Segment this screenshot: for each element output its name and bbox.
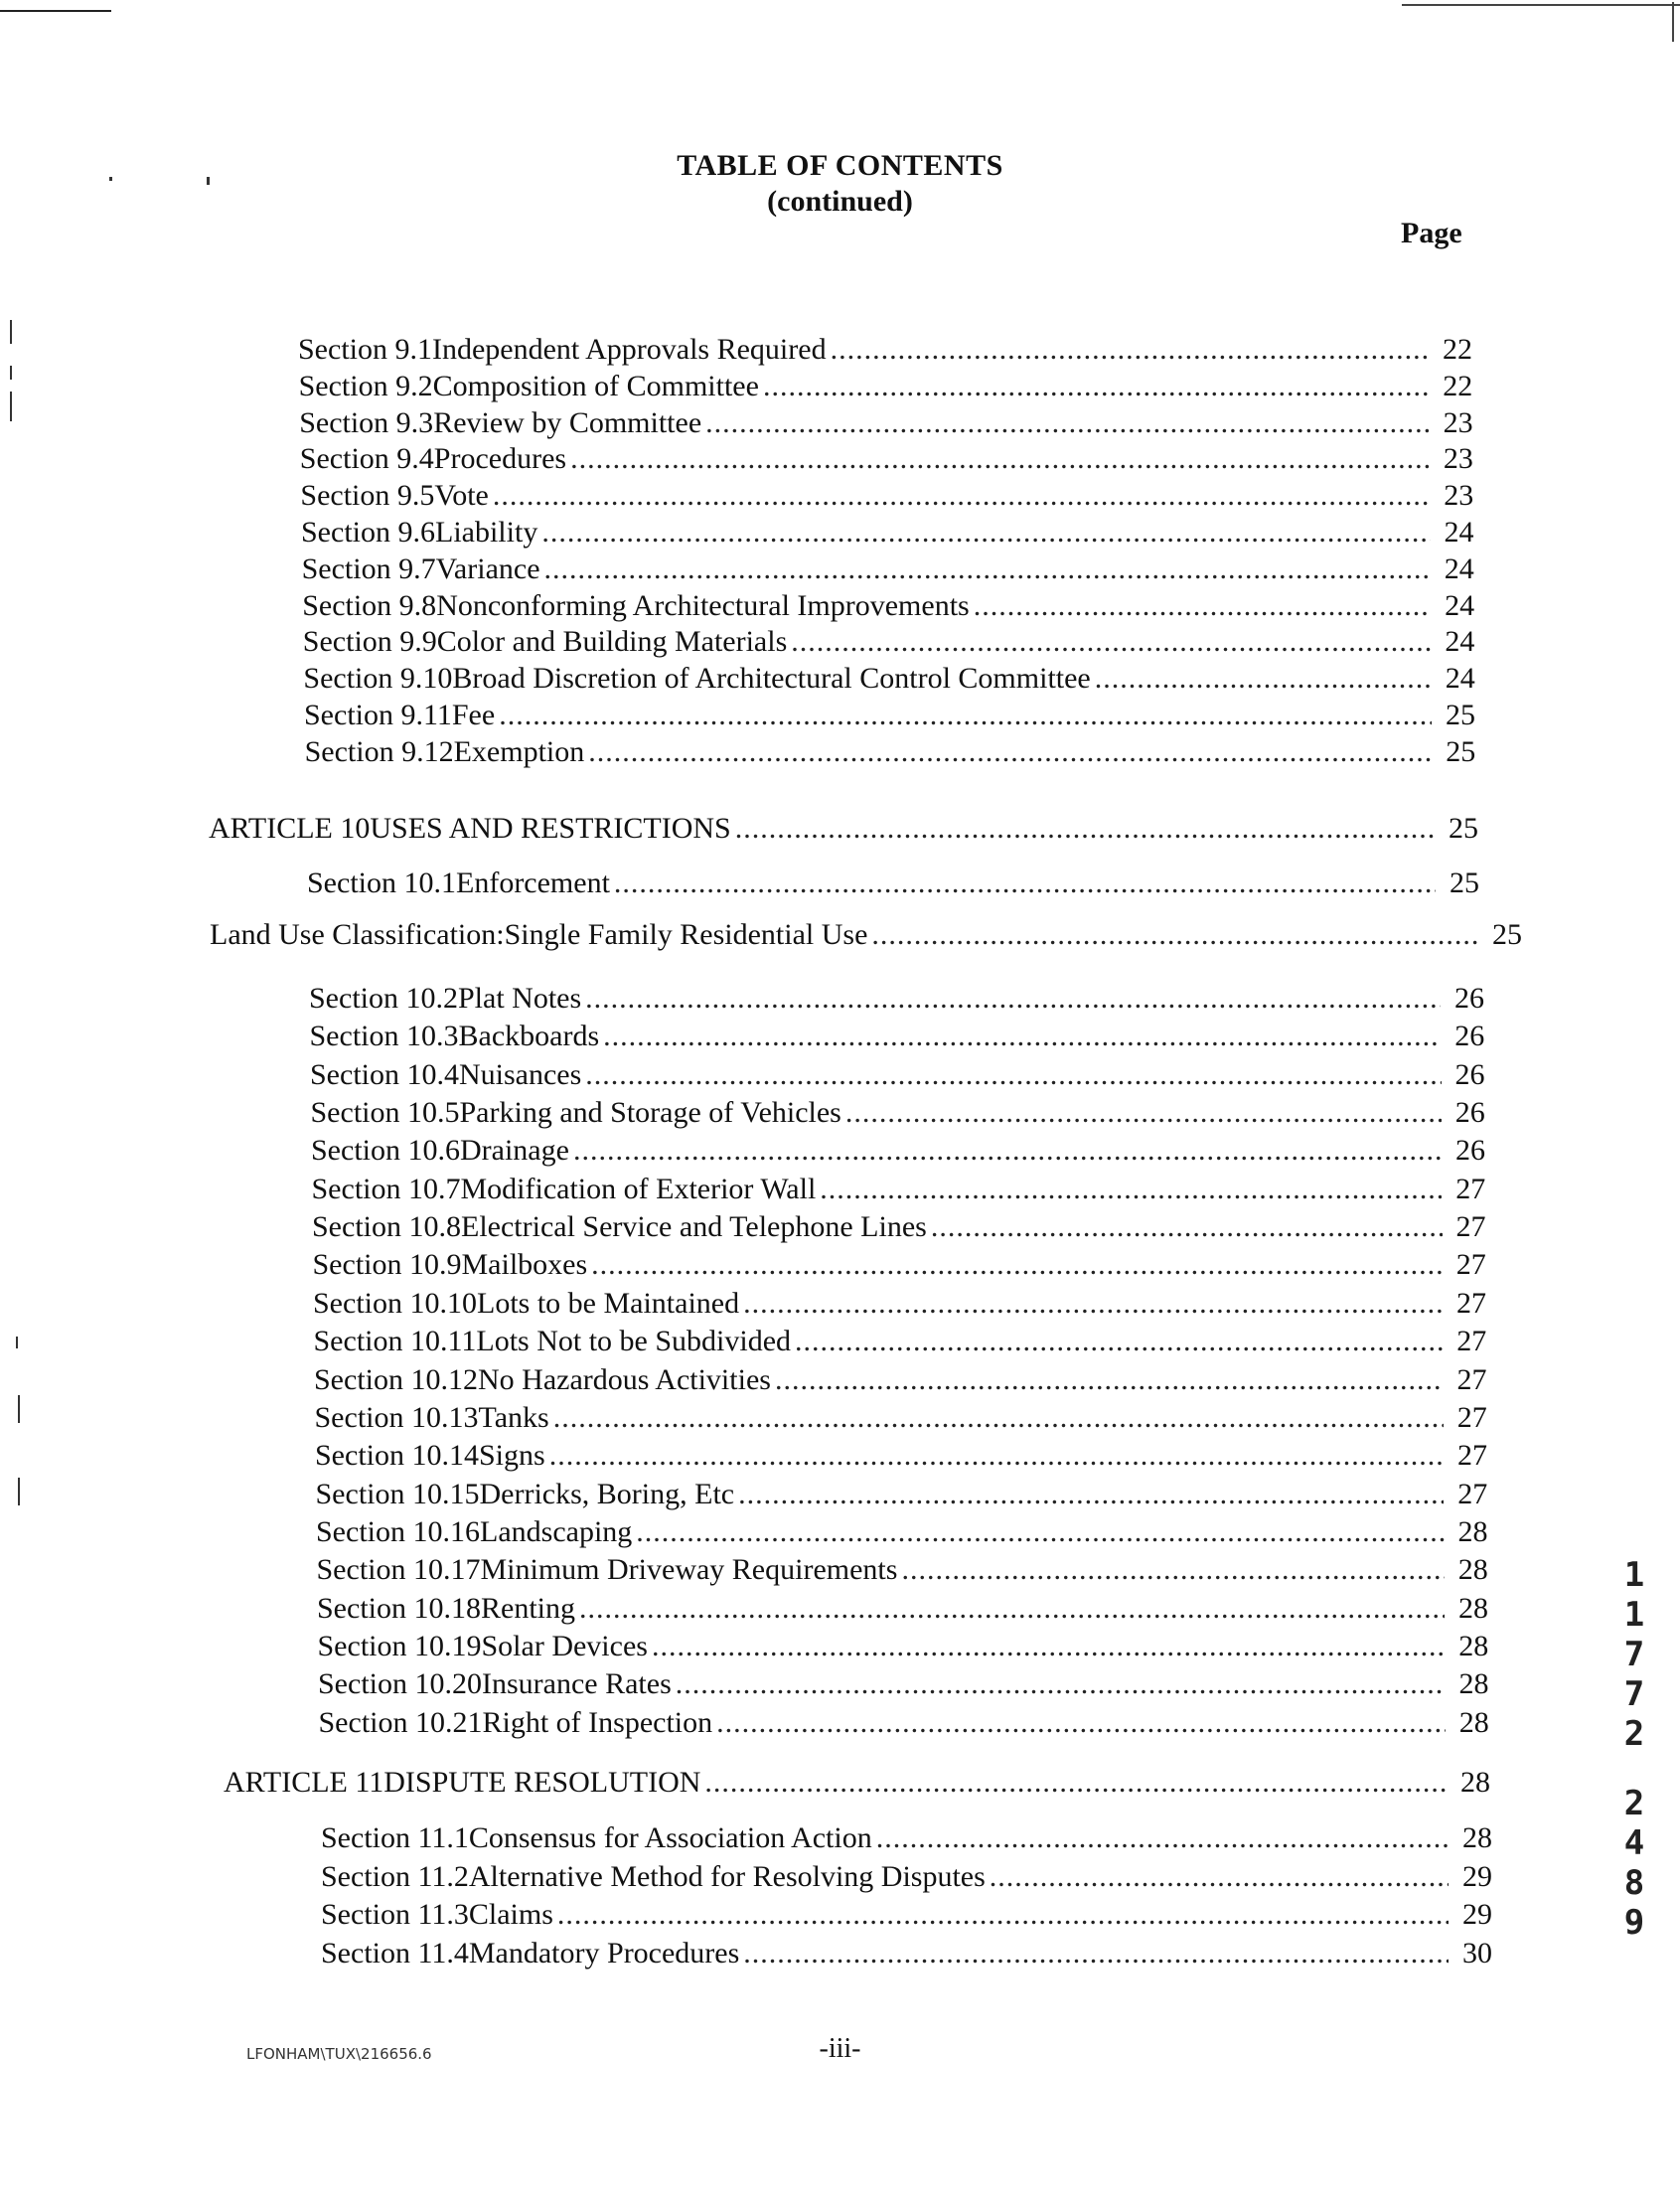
toc-entry-title: Insurance Rates bbox=[482, 1667, 672, 1701]
toc-entry-title: Landscaping bbox=[480, 1514, 633, 1548]
toc-entry-page: 23 bbox=[1443, 442, 1473, 476]
toc-entry-title: Right of Inspection bbox=[482, 1705, 713, 1739]
dot-leader bbox=[876, 1821, 1449, 1855]
toc-entry-title: Review by Committee bbox=[433, 405, 702, 439]
toc-entry-title: Drainage bbox=[460, 1134, 569, 1168]
toc-entry-page: 29 bbox=[1462, 1898, 1492, 1931]
toc-section-row bbox=[298, 333, 1472, 371]
toc-entry-number: Section 10.15 bbox=[315, 1477, 480, 1510]
stamp-digit: 7 bbox=[1623, 1635, 1645, 1674]
toc-entry-title: Derricks, Boring, Etc bbox=[479, 1477, 735, 1510]
toc-section-row bbox=[310, 1020, 1485, 1057]
dot-leader bbox=[705, 406, 1429, 440]
toc-entry-page: 27 bbox=[1457, 1439, 1487, 1473]
toc-entry-number: Land Use Classification: bbox=[210, 918, 505, 951]
toc-entry-title: Vote bbox=[434, 479, 489, 513]
toc-article-row bbox=[224, 1766, 1490, 1804]
toc-entry-number: Section 10.13 bbox=[314, 1400, 479, 1434]
toc-entry-page: 26 bbox=[1454, 1057, 1485, 1091]
toc-entry-page: 24 bbox=[1445, 662, 1475, 696]
dot-leader bbox=[775, 1363, 1444, 1397]
toc-section-row bbox=[305, 735, 1476, 773]
toc-section-row bbox=[311, 1134, 1485, 1172]
toc-section-row bbox=[318, 1630, 1489, 1667]
toc-entry-page: 28 bbox=[1458, 1705, 1489, 1739]
toc-section-row bbox=[317, 1553, 1488, 1591]
toc-entry-number: Section 10.20 bbox=[318, 1667, 482, 1701]
toc-entry-title: Lots to be Maintained bbox=[477, 1286, 740, 1320]
dot-leader bbox=[901, 1553, 1444, 1587]
dot-leader bbox=[541, 516, 1430, 550]
toc-entry-page: 25 bbox=[1446, 734, 1476, 768]
toc-entry-title: Lots Not to be Subdivided bbox=[476, 1325, 792, 1358]
toc-entry-page: 26 bbox=[1455, 1134, 1485, 1168]
toc-section-row bbox=[311, 1096, 1485, 1134]
stamp-digit: 1 bbox=[1623, 1595, 1645, 1635]
toc-section-row bbox=[304, 699, 1475, 736]
toc-entry-number: Section 10.14 bbox=[315, 1439, 479, 1473]
toc-entry-number: Section 9.11 bbox=[304, 699, 452, 731]
toc-entry-page: 27 bbox=[1455, 1248, 1486, 1282]
toc-entry-title: Procedures bbox=[433, 442, 567, 476]
toc-section-row bbox=[310, 1058, 1485, 1096]
toc-entry-title: No Hazardous Activities bbox=[478, 1362, 771, 1396]
toc-entry-number: Section 10.19 bbox=[317, 1629, 482, 1662]
dot-leader bbox=[990, 1860, 1449, 1894]
toc-section-row bbox=[314, 1325, 1487, 1362]
toc-entry-title: Broad Discretion of Architectural Control Committee bbox=[452, 662, 1091, 696]
toc-entry-title: Backboards bbox=[458, 1020, 600, 1053]
dot-leader bbox=[591, 1248, 1443, 1282]
toc-entry-title: Parking and Storage of Vehicles bbox=[459, 1096, 841, 1130]
toc-entry-number: Section 9.8 bbox=[302, 588, 437, 622]
toc-entry-title: Claims bbox=[468, 1898, 553, 1931]
stamp-digit: 1 bbox=[1623, 1555, 1645, 1595]
toc-section-row bbox=[321, 1898, 1492, 1936]
dot-leader bbox=[585, 982, 1441, 1016]
dot-leader bbox=[716, 1706, 1446, 1740]
dot-leader bbox=[553, 1401, 1444, 1435]
toc-entry-number: ARTICLE 10 bbox=[209, 812, 371, 845]
dot-leader bbox=[743, 1937, 1449, 1971]
toc-entry-page: 29 bbox=[1462, 1859, 1492, 1893]
toc-entry-number: Section 10.8 bbox=[312, 1210, 461, 1244]
toc-entry-page: 23 bbox=[1443, 405, 1473, 439]
toc-entry-title: Signs bbox=[479, 1439, 545, 1473]
toc-entry-number: Section 10.1 bbox=[307, 867, 456, 899]
toc-entry-number: Section 10.2 bbox=[309, 982, 458, 1015]
toc-entry-number: Section 10.16 bbox=[316, 1514, 480, 1548]
dot-leader bbox=[588, 735, 1432, 769]
toc-entry-number: Section 10.9 bbox=[312, 1248, 462, 1282]
toc-section-row bbox=[321, 1937, 1492, 1974]
toc-entry-title: Plat Notes bbox=[458, 982, 582, 1015]
toc-entry-page: 25 bbox=[1492, 918, 1522, 951]
stamp-digit: 8 bbox=[1623, 1863, 1645, 1903]
toc-entry-number: Section 10.4 bbox=[310, 1057, 459, 1091]
toc-section-row bbox=[303, 625, 1475, 663]
toc-entry-page: 28 bbox=[1458, 1591, 1488, 1625]
toc-entry-title: USES AND RESTRICTIONS bbox=[370, 812, 731, 845]
dot-leader bbox=[652, 1630, 1445, 1663]
toc-entry-title: Color and Building Materials bbox=[436, 625, 788, 659]
toc-entry-number: Section 11.1 bbox=[321, 1821, 469, 1854]
toc-entry-number: Section 9.1 bbox=[298, 333, 432, 366]
margin-stamp bbox=[1614, 1555, 1654, 1943]
toc-entry-page: 28 bbox=[1458, 1667, 1489, 1701]
dot-leader bbox=[831, 333, 1429, 367]
stamp-digit: 4 bbox=[1623, 1823, 1645, 1863]
toc-section-row bbox=[321, 1860, 1492, 1898]
toc-entry-title: Liability bbox=[435, 516, 538, 549]
toc-section-row bbox=[299, 370, 1473, 407]
dot-leader bbox=[931, 1210, 1443, 1244]
toc-entry-number: Section 9.7 bbox=[301, 552, 436, 585]
dot-leader bbox=[738, 1478, 1444, 1511]
toc-entry-number: Section 11.3 bbox=[321, 1898, 469, 1931]
dot-leader bbox=[499, 699, 1432, 732]
toc-entry-number: Section 10.21 bbox=[318, 1705, 483, 1739]
toc-entry-page: 27 bbox=[1456, 1362, 1487, 1396]
dot-leader bbox=[743, 1287, 1443, 1321]
dot-leader bbox=[549, 1439, 1444, 1473]
toc-entry-page: 27 bbox=[1455, 1210, 1486, 1244]
page-number: -iii- bbox=[819, 2033, 861, 2064]
toc-entry-title: Renting bbox=[481, 1591, 575, 1625]
toc-entry-page: 27 bbox=[1455, 1172, 1486, 1205]
toc-entry-page: 27 bbox=[1456, 1325, 1487, 1358]
toc-entry-title: Solar Devices bbox=[481, 1629, 648, 1662]
toc-entry-number: Section 9.9 bbox=[302, 625, 437, 659]
toc-entry-number: Section 9.4 bbox=[299, 442, 434, 476]
toc-section-row bbox=[318, 1667, 1489, 1705]
toc-entry-page: 22 bbox=[1443, 369, 1473, 402]
toc-entry-number: Section 9.3 bbox=[299, 405, 434, 439]
toc-entry-page: 28 bbox=[1462, 1821, 1492, 1854]
toc-entry-number: Section 9.5 bbox=[300, 479, 435, 513]
toc-entry-number: Section 11.2 bbox=[321, 1859, 469, 1893]
stamp-digit: 7 bbox=[1623, 1674, 1645, 1714]
toc-section-row bbox=[307, 867, 1479, 904]
toc-entry-number: Section 10.5 bbox=[310, 1096, 460, 1130]
toc-entry-page: 25 bbox=[1446, 699, 1475, 731]
stamp-digit: 2 bbox=[1623, 1784, 1645, 1823]
toc-article-row bbox=[209, 812, 1478, 850]
toc-entry-title: Composition of Committee bbox=[432, 369, 759, 402]
toc-section-row bbox=[302, 552, 1474, 590]
toc-entry-page: 28 bbox=[1458, 1629, 1489, 1662]
document-id: LFONHAM\TUX\216656.6 bbox=[246, 2045, 432, 2063]
toc-entry-title: Alternative Method for Resolving Disputes bbox=[468, 1859, 986, 1893]
toc-entry-title: Mandatory Procedures bbox=[468, 1936, 740, 1970]
toc-entry-title: Modification of Exterior Wall bbox=[460, 1172, 817, 1205]
toc-entry-number: Section 10.17 bbox=[316, 1553, 481, 1587]
stamp-digit: 9 bbox=[1623, 1903, 1645, 1943]
toc-entry-page: 27 bbox=[1457, 1477, 1488, 1510]
page-title: TABLE OF CONTENTS bbox=[677, 149, 1003, 182]
toc-section-row bbox=[300, 479, 1473, 517]
toc-entry-title: Tanks bbox=[478, 1400, 549, 1434]
toc-entry-title: Nonconforming Architectural Improvements bbox=[436, 588, 970, 622]
page-column-label: Page bbox=[1401, 217, 1462, 249]
toc-entry-page: 28 bbox=[1457, 1553, 1488, 1587]
toc-section-row bbox=[300, 442, 1473, 480]
dot-leader bbox=[493, 479, 1430, 513]
toc-entry-title: Minimum Driveway Requirements bbox=[480, 1553, 898, 1587]
toc-entry-number: Section 9.12 bbox=[304, 734, 454, 768]
toc-entry-number: ARTICLE 11 bbox=[224, 1766, 384, 1799]
toc-entry-title: Nuisances bbox=[459, 1057, 582, 1091]
toc-entry-number: Section 9.6 bbox=[301, 516, 435, 549]
toc-entry-page: 24 bbox=[1444, 552, 1474, 585]
toc-section-row bbox=[312, 1210, 1486, 1248]
toc-entry-page: 24 bbox=[1445, 588, 1475, 622]
toc-section-row bbox=[316, 1478, 1488, 1515]
page-subtitle: (continued) bbox=[767, 185, 913, 218]
toc-entry-title: DISPUTE RESOLUTION bbox=[383, 1766, 701, 1799]
dot-leader bbox=[763, 370, 1429, 403]
toc-land-use-row bbox=[210, 918, 1522, 956]
dot-leader bbox=[795, 1325, 1443, 1358]
toc-section-row bbox=[313, 1287, 1486, 1325]
toc-section-row bbox=[299, 406, 1472, 444]
toc-entry-number: Section 9.2 bbox=[298, 369, 433, 402]
dot-leader bbox=[603, 1020, 1441, 1053]
dot-leader bbox=[735, 812, 1435, 846]
toc-section-row bbox=[301, 516, 1474, 553]
toc-entry-page: 30 bbox=[1462, 1936, 1492, 1970]
dot-leader bbox=[820, 1173, 1442, 1206]
dot-leader bbox=[579, 1592, 1445, 1626]
toc-section-row bbox=[317, 1592, 1488, 1630]
dot-leader bbox=[974, 589, 1431, 623]
dot-leader bbox=[636, 1515, 1444, 1549]
toc-section-row bbox=[312, 1173, 1486, 1210]
toc-entry-number: Section 10.11 bbox=[313, 1325, 477, 1358]
toc-entry-title: Independent Approvals Required bbox=[432, 333, 827, 366]
toc-entry-page: 26 bbox=[1454, 1096, 1485, 1130]
toc-entry-number: Section 10.3 bbox=[309, 1020, 459, 1053]
toc-entry-title: Enforcement bbox=[456, 867, 610, 899]
toc-entry-title: Consensus for Association Action bbox=[468, 1821, 872, 1854]
dot-leader bbox=[791, 625, 1431, 659]
dot-leader bbox=[614, 867, 1436, 900]
dot-leader bbox=[1095, 662, 1432, 696]
toc-entry-page: 26 bbox=[1454, 982, 1484, 1015]
toc-section-row bbox=[309, 982, 1484, 1020]
stamp-digit: 2 bbox=[1623, 1714, 1645, 1754]
toc-entry-page: 26 bbox=[1454, 1020, 1485, 1053]
toc-entry-title: Mailboxes bbox=[461, 1248, 588, 1282]
toc-section-row bbox=[316, 1515, 1488, 1553]
toc-entry-page: 27 bbox=[1456, 1400, 1487, 1434]
toc-section-row bbox=[303, 662, 1474, 700]
toc-entry-number: Section 10.10 bbox=[313, 1286, 477, 1320]
dot-leader bbox=[585, 1058, 1441, 1092]
toc-entry-title: Variance bbox=[435, 552, 540, 585]
toc-entry-page: 22 bbox=[1443, 333, 1472, 366]
toc-entry-page: 24 bbox=[1445, 625, 1475, 659]
toc-entry-page: 25 bbox=[1449, 812, 1478, 845]
toc-entry-number: Section 11.4 bbox=[321, 1936, 469, 1970]
toc-entry-number: Section 10.18 bbox=[317, 1591, 481, 1625]
dot-leader bbox=[557, 1898, 1449, 1932]
toc-section-row bbox=[319, 1706, 1489, 1744]
dot-leader bbox=[570, 442, 1430, 476]
dot-leader bbox=[871, 918, 1478, 952]
toc-entry-title: Single Family Residential Use bbox=[504, 918, 868, 951]
dot-leader bbox=[573, 1134, 1442, 1168]
toc-section-row bbox=[315, 1401, 1487, 1439]
toc-section-row bbox=[314, 1363, 1487, 1401]
toc-entry-page: 28 bbox=[1457, 1514, 1488, 1548]
dot-leader bbox=[544, 552, 1431, 586]
dot-leader bbox=[676, 1667, 1446, 1701]
toc-entry-page: 28 bbox=[1460, 1766, 1490, 1799]
toc-entry-page: 27 bbox=[1456, 1286, 1486, 1320]
toc-entry-page: 24 bbox=[1444, 516, 1474, 549]
toc-entry-number: Section 10.12 bbox=[314, 1362, 478, 1396]
toc-entry-number: Section 9.10 bbox=[303, 662, 453, 696]
dot-leader bbox=[704, 1766, 1447, 1800]
toc-section-row bbox=[302, 589, 1474, 627]
toc-entry-page: 23 bbox=[1444, 479, 1474, 513]
toc-entry-number: Section 10.6 bbox=[311, 1134, 460, 1168]
toc-entry-title: Electrical Service and Telephone Lines bbox=[461, 1210, 927, 1244]
toc-section-row bbox=[321, 1821, 1492, 1859]
toc-section-row bbox=[313, 1248, 1486, 1286]
toc-entry-number: Section 10.7 bbox=[311, 1172, 461, 1205]
toc-entry-title: Fee bbox=[451, 699, 496, 731]
toc-section-row bbox=[315, 1439, 1487, 1477]
toc-entry-title: Exemption bbox=[453, 734, 585, 768]
toc-entry-page: 25 bbox=[1450, 867, 1479, 899]
dot-leader bbox=[845, 1096, 1442, 1130]
